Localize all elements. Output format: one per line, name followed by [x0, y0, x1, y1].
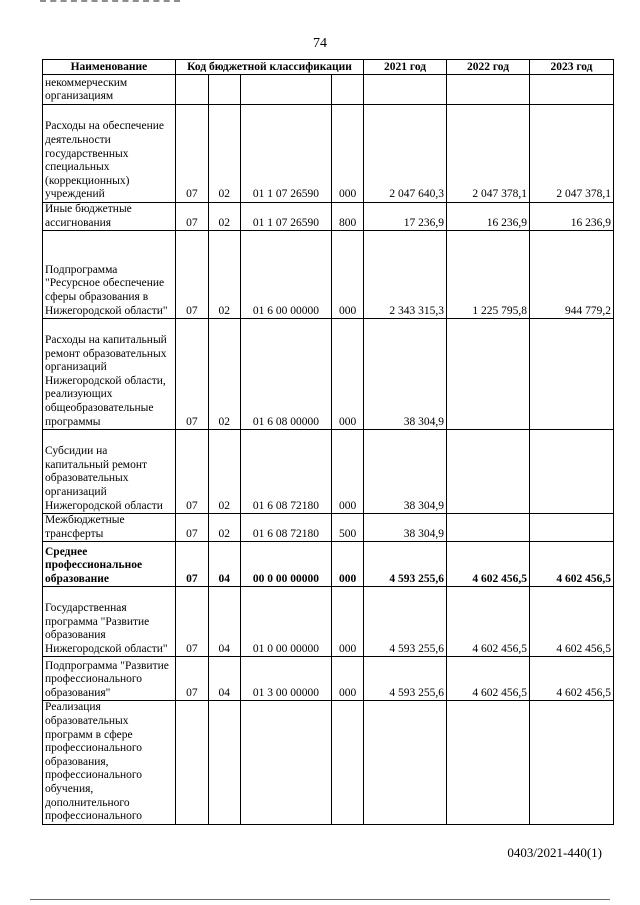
cell-name: некоммерческим организациям	[43, 75, 176, 105]
cell-expense-type: 000	[332, 430, 364, 514]
cell-subsection	[208, 75, 240, 105]
table-row	[43, 319, 614, 430]
cell-name: Расходы на капитальный ремонт образовательных организаций Нижегородской области, реализующих общеобразовательные программы	[43, 319, 176, 430]
cell-2021: 17 236,9	[364, 203, 447, 231]
cell-section: 07	[175, 203, 208, 231]
cell-2022: 4 602 456,5	[447, 587, 530, 657]
cell-name: Иные бюджетные ассигнования	[43, 203, 176, 231]
cell-name: Реализация образовательных программ в сфере профессионального образования, профессионального обучения, дополнительного профессионального	[43, 701, 176, 824]
cell-subsection: 02	[208, 514, 240, 542]
cell-expense-type: 000	[332, 319, 364, 430]
cell-subsection: 04	[208, 542, 240, 587]
cell-target-article: 01 1 07 26590	[240, 105, 331, 203]
cell-2021: 4 593 255,6	[364, 587, 447, 657]
cell-2023: 16 236,9	[529, 203, 613, 231]
cell-2021	[364, 701, 447, 824]
cell-2023	[529, 75, 613, 105]
cell-2022	[447, 430, 530, 514]
cell-name: Субсидии на капитальный ремонт образовательных организаций Нижегородской области	[43, 430, 176, 514]
table-body	[43, 75, 614, 825]
cell-2022: 2 047 378,1	[447, 105, 530, 203]
cell-2021: 4 593 255,6	[364, 542, 447, 587]
cell-expense-type: 000	[332, 657, 364, 701]
cell-2023	[529, 514, 613, 542]
cell-2023: 4 602 456,5	[529, 587, 613, 657]
cell-2023: 4 602 456,5	[529, 542, 613, 587]
cell-2021: 4 593 255,6	[364, 657, 447, 701]
cell-name: Расходы на обеспечение деятельности государственных специальных (коррекционных) учреждений	[43, 105, 176, 203]
table-row	[43, 701, 614, 824]
cell-target-article: 01 6 08 72180	[240, 430, 331, 514]
cell-name: Государственная программа "Развитие образования Нижегородской области"	[43, 587, 176, 657]
cell-name: Подпрограмма "Ресурсное обеспечение сферы образования в Нижегородской области"	[43, 231, 176, 319]
cell-expense-type: 000	[332, 105, 364, 203]
cell-section: 07	[175, 231, 208, 319]
budget-table	[42, 59, 614, 825]
header-name: Наименование	[43, 60, 176, 75]
top-scan-marks	[40, 0, 180, 5]
cell-target-article: 01 6 08 72180	[240, 514, 331, 542]
cell-2022	[447, 514, 530, 542]
cell-target-article	[240, 75, 331, 105]
cell-target-article: 01 6 00 00000	[240, 231, 331, 319]
bottom-rule	[30, 899, 610, 900]
cell-2022: 4 602 456,5	[447, 542, 530, 587]
header-2023: 2023 год	[529, 60, 613, 75]
cell-expense-type: 000	[332, 542, 364, 587]
cell-section: 07	[175, 430, 208, 514]
cell-2022: 1 225 795,8	[447, 231, 530, 319]
cell-2023	[529, 701, 613, 824]
cell-target-article: 01 6 08 00000	[240, 319, 331, 430]
cell-expense-type	[332, 701, 364, 824]
cell-section	[175, 75, 208, 105]
table-row	[43, 587, 614, 657]
cell-name: Межбюджетные трансферты	[43, 514, 176, 542]
cell-subsection: 02	[208, 105, 240, 203]
cell-expense-type: 000	[332, 587, 364, 657]
cell-expense-type	[332, 75, 364, 105]
cell-target-article: 01 3 00 00000	[240, 657, 331, 701]
cell-2022: 4 602 456,5	[447, 657, 530, 701]
cell-section: 07	[175, 587, 208, 657]
cell-2023	[529, 319, 613, 430]
document-code: 0403/2021-440(1)	[507, 845, 602, 860]
cell-target-article: 01 0 00 00000	[240, 587, 331, 657]
cell-expense-type: 500	[332, 514, 364, 542]
cell-subsection	[208, 701, 240, 824]
cell-2021: 2 047 640,3	[364, 105, 447, 203]
page-number: 74	[313, 36, 327, 51]
cell-name: Подпрограмма "Развитие профессионального образования"	[43, 657, 176, 701]
cell-subsection: 04	[208, 657, 240, 701]
table-row	[43, 514, 614, 542]
cell-expense-type: 800	[332, 203, 364, 231]
cell-subsection: 02	[208, 430, 240, 514]
cell-2023: 2 047 378,1	[529, 105, 613, 203]
cell-2022	[447, 701, 530, 824]
cell-target-article	[240, 701, 331, 824]
cell-name: Среднее профессиональное образование	[43, 542, 176, 587]
header-2022: 2022 год	[447, 60, 530, 75]
cell-2021	[364, 75, 447, 105]
cell-2022	[447, 319, 530, 430]
cell-section: 07	[175, 657, 208, 701]
cell-2021: 38 304,9	[364, 319, 447, 430]
cell-target-article: 00 0 00 00000	[240, 542, 331, 587]
header-code: Код бюджетной классификации	[175, 60, 363, 75]
cell-section	[175, 701, 208, 824]
table-row	[43, 657, 614, 701]
cell-expense-type: 000	[332, 231, 364, 319]
cell-2021: 38 304,9	[364, 514, 447, 542]
cell-2021: 38 304,9	[364, 430, 447, 514]
table-row	[43, 75, 614, 105]
cell-section: 07	[175, 319, 208, 430]
table-row	[43, 542, 614, 587]
cell-2022: 16 236,9	[447, 203, 530, 231]
header-2021: 2021 год	[364, 60, 447, 75]
table-row	[43, 430, 614, 514]
cell-2023	[529, 430, 613, 514]
cell-subsection: 04	[208, 587, 240, 657]
cell-2021: 2 343 315,3	[364, 231, 447, 319]
cell-section: 07	[175, 105, 208, 203]
cell-2023: 944 779,2	[529, 231, 613, 319]
cell-target-article: 01 1 07 26590	[240, 203, 331, 231]
cell-subsection: 02	[208, 203, 240, 231]
cell-section: 07	[175, 514, 208, 542]
cell-subsection: 02	[208, 319, 240, 430]
table-row	[43, 105, 614, 203]
cell-section: 07	[175, 542, 208, 587]
cell-2023: 4 602 456,5	[529, 657, 613, 701]
table-header-row	[43, 60, 614, 75]
cell-2022	[447, 75, 530, 105]
table-row	[43, 231, 614, 319]
table-row	[43, 203, 614, 231]
cell-subsection: 02	[208, 231, 240, 319]
